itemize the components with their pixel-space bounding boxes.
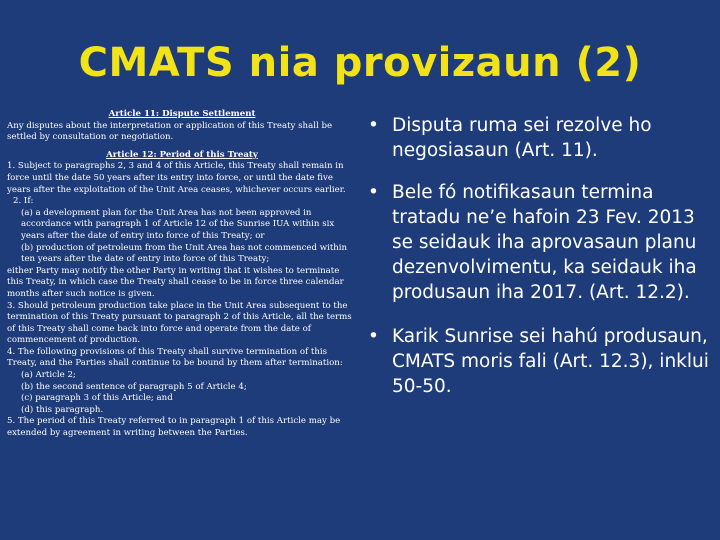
- bullet-text: Disputa ruma sei rezolve ho negosiasaun (Art. 11).: [392, 115, 652, 161]
- bullet-marker: •: [368, 326, 379, 347]
- slide-title: CMATS nia provizaun (2): [78, 40, 642, 86]
- article-12-paragraph-2-tail: either Party may notify the other Party in writing that it wishes to terminate this Treaty, in which case the Treaty shall cease to be in force three calendar months after such notice is given.: [7, 265, 344, 299]
- bullet-item: [362, 113, 716, 163]
- article-12-paragraph-4b: (b) the second sentence of paragraph 5 of Article 4;: [21, 381, 247, 392]
- bullet-item: [362, 324, 716, 399]
- article-11-heading: Article 11: Dispute Settlement: [108, 109, 256, 119]
- bullet-item: [362, 180, 716, 305]
- article-12-paragraph-2b: (b) production of petroleum from the Unit Area has not commenced within ten years after the date of entry into force of this Treaty;: [21, 242, 348, 265]
- treaty-text-panel: [7, 109, 357, 440]
- bullet-marker: •: [368, 182, 379, 203]
- summary-bullets: [362, 113, 716, 399]
- article-12-heading: Article 12: Period of this Treaty: [106, 149, 258, 160]
- article-12-paragraph-5: 5. The period of this Treaty referred to in paragraph 1 of this Article may be extended by agreement in writing between the Parties.: [7, 416, 341, 439]
- bullet-text: Karik Sunrise sei hahú produsaun, CMATS moris fali (Art. 12.3), inklui 50-50.: [392, 326, 709, 397]
- article-12-paragraph-3: 3. Should petroleum production take place in the Unit Area subsequent to the termination of this Treaty pursuant to paragraph 2 of this Article, all the terms of this Treaty shall come back into force and operate from the date of commencement of production.: [7, 300, 352, 346]
- article-12-paragraph-2: 2. If:: [13, 196, 34, 207]
- bullet-marker: •: [368, 115, 379, 136]
- article-11-body: Any disputes about the interpretation or application of this Treaty shall be settled by consultation or negotiation.: [7, 120, 333, 143]
- article-12-paragraph-4d: (d) this paragraph.: [21, 404, 104, 415]
- bullet-text: Bele fó notifikasaun termina tratadu ne’e hafoin 23 Fev. 2013 se seidauk iha aprovasaun planu dezenvolvimentu, ka seidauk iha produsaun iha 2017. (Art. 12.2).: [392, 182, 697, 303]
- article-12-paragraph-4: 4. The following provisions of this Treaty shall survive termination of this Treaty, and the Parties shall continue to be bound by them after termination:: [7, 346, 343, 369]
- article-12-paragraph-4c: (c) paragraph 3 of this Article; and: [21, 393, 173, 404]
- article-12-paragraph-1: 1. Subject to paragraphs 2, 3 and 4 of this Article, this Treaty shall remain in force until the date 50 years after its entry into force, or until the date five years after the exploitation of the Unit Area ceases, whichever occurs earlier.: [7, 161, 346, 195]
- article-12-paragraph-4a: (a) Article 2;: [21, 370, 76, 381]
- article-12-paragraph-2a: (a) a development plan for the Unit Area has not been approved in accordance with paragraph 1 of Article 12 of the Sunrise IUA within six years after the date of entry into force of this Treaty; or: [21, 207, 335, 241]
